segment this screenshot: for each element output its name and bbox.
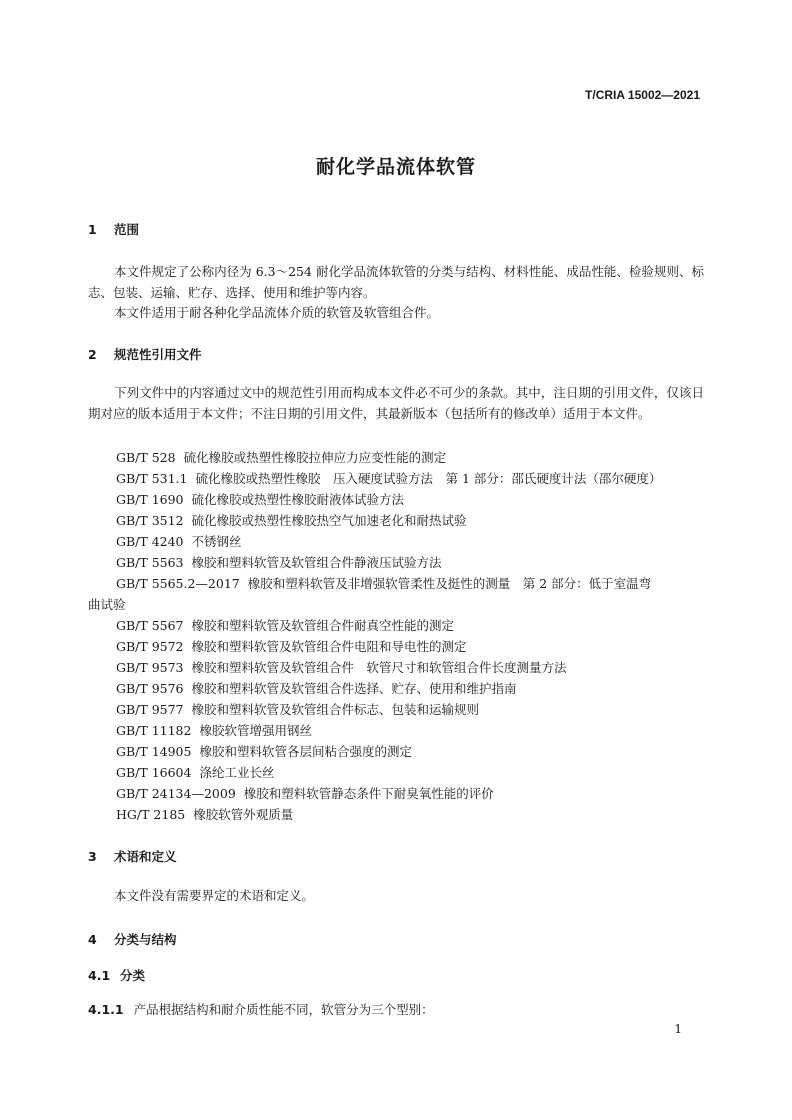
reference-item: [116, 700, 479, 718]
reference-title: 涤纶工业长丝: [199, 765, 275, 780]
section-number: 1: [88, 222, 97, 237]
reference-title: 硫化橡胶或热塑性橡胶耐液体试验方法: [191, 492, 405, 507]
reference-item: [116, 637, 467, 655]
reference-title: 橡胶和塑料软管及软管组合件静液压试验方法: [191, 555, 442, 570]
reference-item: [116, 511, 467, 529]
reference-item: [116, 574, 651, 592]
section-number: 2: [88, 347, 97, 362]
reference-item: [116, 616, 454, 634]
reference-code: GB/T 4240: [116, 534, 184, 549]
reference-item: [116, 763, 274, 781]
reference-code: GB/T 531.1: [116, 471, 188, 486]
reference-title: 硫化橡胶或热塑性橡胶拉伸应力应变性能的测定: [183, 450, 447, 465]
reference-item: [116, 469, 661, 487]
reference-title: 硫化橡胶或热塑性橡胶热空气加速老化和耐热试验: [191, 513, 467, 528]
reference-item: [116, 448, 446, 466]
reference-title: 橡胶软管外观质量: [193, 807, 294, 822]
section-title: 术语和定义: [114, 849, 177, 864]
clause-number: 4.1.1: [88, 1002, 124, 1017]
reference-code: GB/T 11182: [116, 723, 192, 738]
reference-item: [116, 658, 567, 676]
terms-paragraph: 本文件没有需要界定的术语和定义。: [114, 888, 315, 903]
reference-item: [116, 742, 412, 760]
section-title: 规范性引用文件: [114, 347, 202, 362]
section-title: 范围: [114, 222, 140, 237]
reference-code: GB/T 24134—2009: [116, 786, 236, 801]
reference-title: 硫化橡胶或热塑性橡胶 压入硬度试验方法 第 1 部分：邵氏硬度计法（邵尔硬度）: [195, 471, 662, 486]
page-title: 耐化学品流体软管: [315, 156, 476, 178]
reference-code: GB/T 5567: [116, 618, 184, 633]
reference-item: [116, 553, 442, 571]
section-number: 3: [88, 849, 97, 864]
scope-paragraph-2: 本文件适用于耐各种化学品流体介质的软管及软管组合件。: [114, 305, 440, 320]
reference-continuation: 曲试验: [88, 597, 126, 612]
reference-title: 橡胶和塑料软管及软管组合件 软管尺寸和软管组合件长度测量方法: [191, 660, 567, 675]
reference-title: 橡胶和塑料软管及非增强软管柔性及挺性的测量 第 2 部分：低于室温弯: [247, 576, 652, 591]
reference-code: GB/T 5563: [116, 555, 184, 570]
subsection-number: 4.1: [88, 968, 111, 983]
section-title: 分类与结构: [114, 932, 177, 947]
reference-title: 橡胶和塑料软管静态条件下耐臭氧性能的评价: [243, 786, 494, 801]
reference-title: 不锈钢丝: [191, 534, 242, 549]
reference-code: GB/T 9572: [116, 639, 184, 654]
reference-title: 橡胶和塑料软管及软管组合件耐真空性能的测定: [191, 618, 455, 633]
reference-title: 橡胶软管增强用钢丝: [199, 723, 312, 738]
section-1-heading: [88, 220, 139, 238]
subsection-4-1-heading: [88, 966, 145, 984]
section-number: 4: [88, 932, 97, 947]
reference-code: GB/T 1690: [116, 492, 184, 507]
reference-code: GB/T 5565.2—2017: [116, 576, 240, 591]
reference-code: GB/T 16604: [116, 765, 192, 780]
reference-item: [116, 490, 404, 508]
clause-4-1-1: [88, 1000, 434, 1018]
subsection-title: 分类: [120, 968, 146, 983]
reference-title: 橡胶和塑料软管及软管组合件选择、贮存、使用和维护指南: [191, 681, 517, 696]
section-4-heading: [88, 930, 177, 948]
reference-title: 橡胶和塑料软管及软管组合件电阻和导电性的测定: [191, 639, 467, 654]
clause-text: 产品根据结构和耐介质性能不同，软管分为三个型别：: [133, 1002, 434, 1017]
scope-paragraph-1: 本文件规定了公称内径为 6.3～254 耐化学品流体软管的分类与结构、材料性能、成品性能、检验规则、标志、包装、运输、贮存、选择、使用和维护等内容。: [88, 264, 704, 300]
document-number: T/CRIA 15002—2021: [585, 88, 700, 102]
reference-code: GB/T 9573: [116, 660, 184, 675]
section-2-heading: [88, 345, 202, 363]
reference-code: GB/T 9576: [116, 681, 184, 696]
reference-item: [116, 721, 312, 739]
reference-title: 橡胶和塑料软管各层间粘合强度的测定: [199, 744, 412, 759]
reference-item: [116, 532, 242, 550]
reference-code: GB/T 9577: [116, 702, 184, 717]
reference-item: [116, 805, 293, 823]
reference-code: GB/T 528: [116, 450, 176, 465]
reference-code: GB/T 3512: [116, 513, 184, 528]
reference-title: 橡胶和塑料软管及软管组合件标志、包装和运输规则: [191, 702, 480, 717]
page-number: 1: [674, 1022, 682, 1036]
section-3-heading: [88, 847, 177, 865]
reference-code: HG/T 2185: [116, 807, 186, 822]
reference-code: GB/T 14905: [116, 744, 192, 759]
normative-intro: 下列文件中的内容通过文中的规范性引用而构成本文件必不可少的条款。其中，注日期的引用文件，仅该日期对应的版本适用于本文件；不注日期的引用文件，其最新版本（包括所有的修改单）适用于本文件。: [88, 385, 704, 421]
reference-item: [116, 679, 517, 697]
reference-item: [116, 784, 494, 802]
